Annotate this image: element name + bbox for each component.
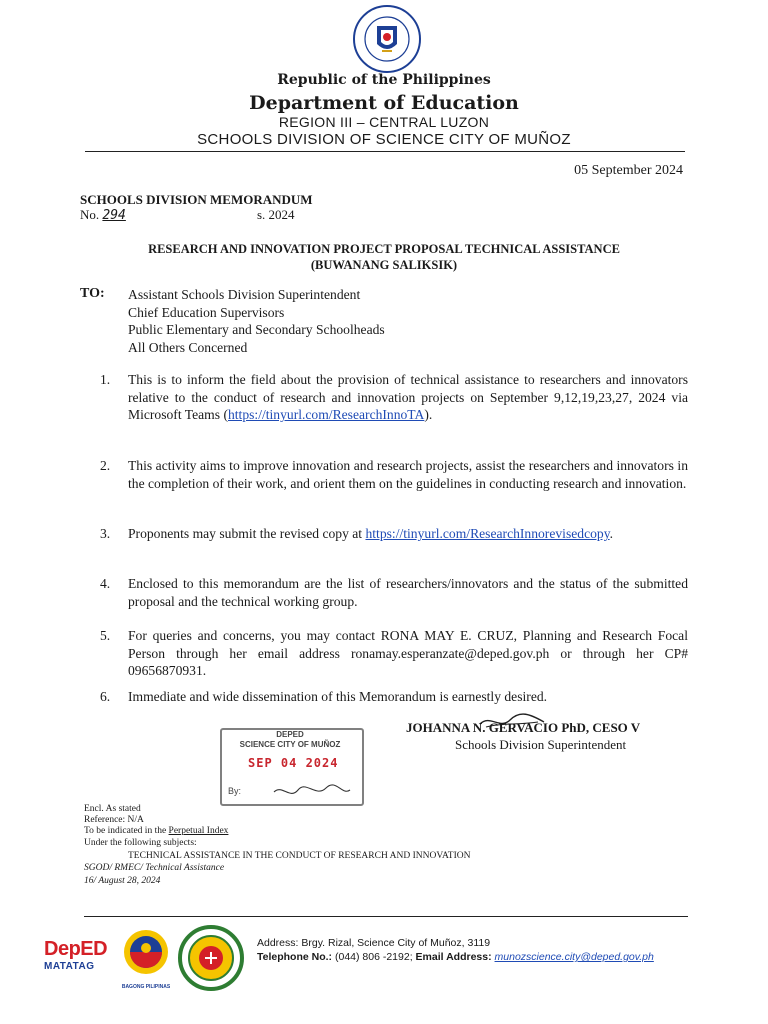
email-label: Email Address: <box>415 951 492 963</box>
footnote-subjects-label: Under the following subjects: <box>84 838 197 848</box>
paragraph-3 <box>100 525 688 543</box>
footnote-text: To be indicated in the <box>84 826 169 836</box>
paragraph-text: Proponents may submit the revised copy at <box>128 526 366 541</box>
address-text: : Brgy. Rizal, Science City of Muñoz, 3119 <box>295 937 491 949</box>
division-seal-icon <box>178 925 244 991</box>
memo-number-value: 294 <box>102 208 126 223</box>
to-label: TO: <box>80 286 105 301</box>
paragraph-text: ). <box>424 407 433 422</box>
paragraph-number: 5. <box>100 628 111 643</box>
deped-seal-icon <box>352 4 422 74</box>
recipient: All Others Concerned <box>128 339 248 355</box>
footnote-reference: Reference: N/A <box>84 815 144 825</box>
deped-matatag-logo <box>44 938 118 972</box>
signatory-name: JOHANNA N. GERVACIO PhD, CESO V <box>406 720 641 735</box>
memo-date: 05 September 2024 <box>574 163 683 178</box>
perpetual-index-text: Perpetual Index <box>168 826 229 836</box>
region-heading: REGION III – CENTRAL LUZON <box>278 114 490 130</box>
division-heading: SCHOOLS DIVISION OF SCIENCE CITY OF MUÑOZ <box>197 131 571 148</box>
footnote-perpetual <box>84 826 228 838</box>
research-inno-ta-link[interactable]: https://tinyurl.com/ResearchInnoTA <box>227 407 425 422</box>
paragraph-text: Enclosed to this memorandum are the list of researchers/innovators and the status of the submitted proposal and the technical working group. <box>128 576 688 609</box>
research-inno-revised-link[interactable]: https://tinyurl.com/ResearchInnorevisedcopy <box>365 526 610 541</box>
memo-number <box>80 207 126 223</box>
paragraph-number: 2. <box>100 458 111 473</box>
bagong-pilipinas-icon <box>118 928 174 980</box>
republic-heading: Republic of the Philippines <box>277 72 491 88</box>
signatory-title: Schools Division Superintendent <box>455 737 627 752</box>
paragraph-text: This activity aims to improve innovation and research projects, assist the researchers and innovators in the completion of their work, and orient them on the guidelines in conducting research and innovation. <box>128 458 688 491</box>
recipient: Assistant Schools Division Superintendent <box>128 287 361 302</box>
memo-number-label: No. <box>80 207 100 222</box>
paragraph-4 <box>100 575 688 610</box>
division-email-link[interactable]: munozscience.city@deped.gov.ph <box>494 951 654 963</box>
stamp-line: SCIENCE CITY OF MUÑOZ <box>239 740 341 749</box>
paragraph-number: 3. <box>100 526 111 541</box>
footer-rule <box>84 916 688 917</box>
memo-series: s. 2024 <box>257 207 295 222</box>
paragraph-text: . <box>609 526 614 541</box>
paragraph-6 <box>100 688 688 706</box>
paragraph-5 <box>100 627 688 680</box>
footnote-subject-item: TECHNICAL ASSISTANCE IN THE CONDUCT OF RESEARCH AND INNOVATION <box>128 851 471 861</box>
bagong-pilipinas-logo <box>118 928 178 990</box>
address-label: Address <box>257 937 296 949</box>
paragraph-number: 1. <box>100 372 111 387</box>
footer-address <box>257 937 490 949</box>
memo-subject <box>80 241 688 273</box>
stamp-initials-icon <box>272 782 352 802</box>
stamp-line: DEPED <box>276 730 304 739</box>
paragraph-2 <box>100 457 688 492</box>
footnote-file-date: 16/ August 28, 2024 <box>84 876 161 886</box>
memo-type: SCHOOLS DIVISION MEMORANDUM <box>80 192 313 207</box>
department-heading: Department of Education <box>249 92 519 114</box>
recipient: Chief Education Supervisors <box>128 304 285 320</box>
footer-contact <box>257 951 654 963</box>
received-stamp <box>212 728 362 806</box>
paragraph-text: Immediate and wide dissemination of this Memorandum is earnestly desired. <box>128 689 548 704</box>
footnote-codes: SGOD/ RMEC/ Technical Assistance <box>84 863 225 873</box>
footnote-encl: Encl. As stated <box>84 804 141 814</box>
telephone-text: (044) 806 -2192; <box>332 951 416 963</box>
subject-line: RESEARCH AND INNOVATION PROJECT PROPOSAL TECHNICAL ASSISTANCE <box>148 242 620 256</box>
paragraph-1 <box>100 371 688 424</box>
stamp-date: SEP 04 2024 <box>248 756 339 770</box>
matatag-logo-text: MATATAG <box>44 961 95 972</box>
paragraph-number: 4. <box>100 576 111 591</box>
paragraph-text: For queries and concerns, you may contact RONA MAY E. CRUZ, Planning and Research Focal Person through her email address ronamay.esperanzate@deped.gov.ph or through her CP# 09656870931. <box>128 628 688 678</box>
paragraph-text: This is to inform the field about the provision of technical assistance to researchers and innovators relative to the conduct of research and innovation projects on September 9,12,19,23,27, 2024 via Microsoft Teams ( <box>128 372 688 422</box>
recipient: Public Elementary and Secondary Schoolheads <box>128 322 385 337</box>
recipients-list <box>128 286 385 356</box>
header-rule <box>85 151 685 152</box>
telephone-label: Telephone No.: <box>257 951 333 963</box>
paragraph-number: 6. <box>100 689 111 704</box>
bagong-logo-text: BAGONG PILIPINAS <box>121 984 171 990</box>
stamp-by: By: <box>228 786 242 796</box>
deped-logo-text: DepED <box>44 938 108 960</box>
subject-line: (BUWANANG SALIKSIK) <box>310 258 458 272</box>
